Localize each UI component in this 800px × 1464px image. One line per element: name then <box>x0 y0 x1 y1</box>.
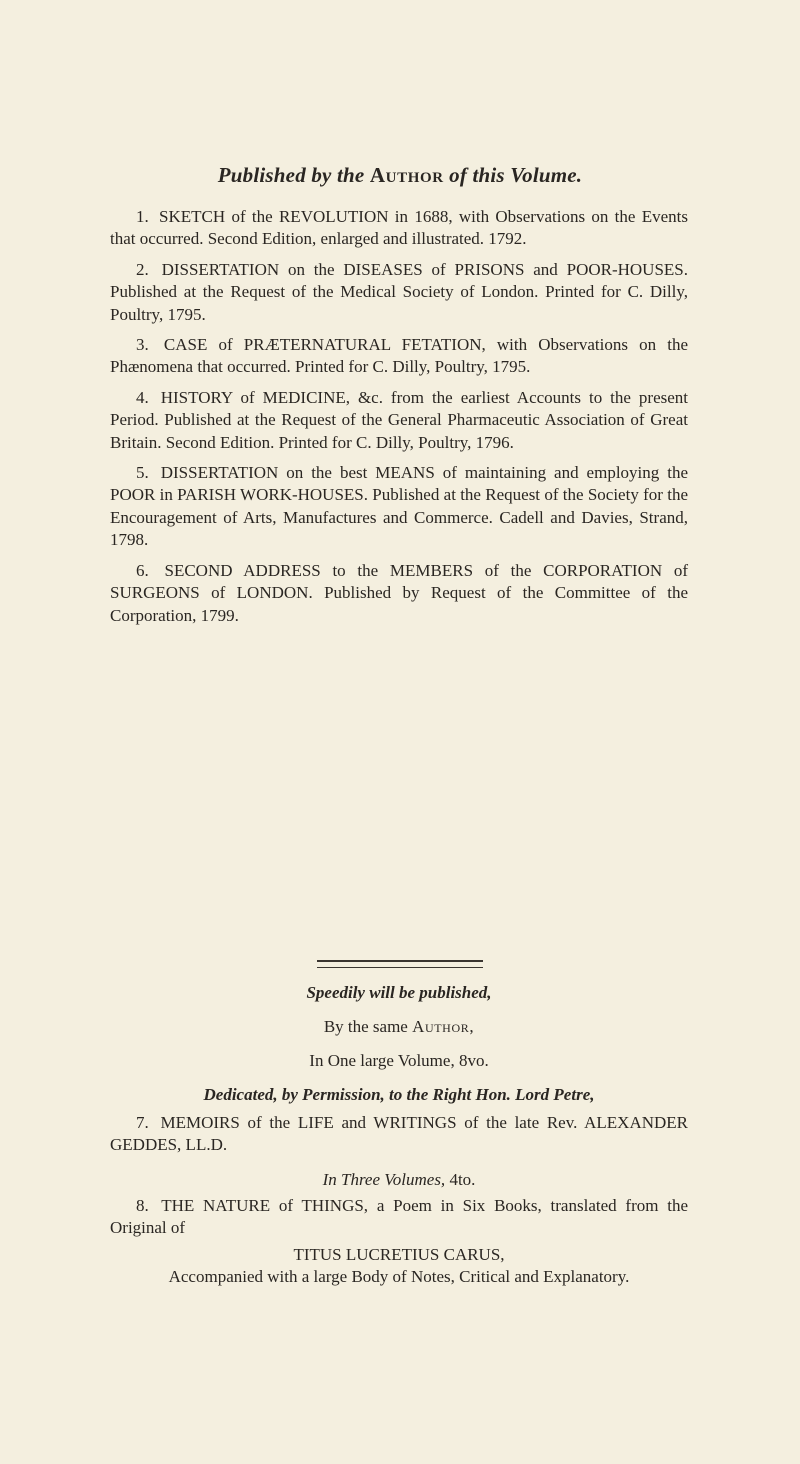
publication-entry <box>110 1195 688 1240</box>
entry-text: THE NATURE of THINGS, a Poem in Six Books, translated from the Original of <box>110 1195 688 1238</box>
entry-number: 8. <box>136 1195 149 1215</box>
volume-line: In One large Volume, 8vo. <box>309 1051 489 1070</box>
three-volumes-line <box>110 1169 688 1191</box>
entry-number: 5. <box>136 463 149 483</box>
page-header <box>0 163 800 188</box>
entry-text: SKETCH of the REVOLUTION in 1688, with Observations on the Events that occurred. Second Edition, enlarged and illustrated. 1792. <box>110 207 688 249</box>
entry-text: MEMOIRS of the LIFE and WRITINGS of the late Rev. ALEXANDER GEDDES, LL.D. <box>110 1113 689 1155</box>
accompanied-line: Accompanied with a large Body of Notes, Critical and Explanatory. <box>168 1266 630 1286</box>
header-prefix: Published by the <box>217 163 370 187</box>
publication-entry <box>110 387 688 454</box>
forthcoming-section <box>110 982 688 1288</box>
double-rule <box>317 960 483 968</box>
entry-number: 4. <box>136 387 149 407</box>
three-volumes: In Three Volumes, <box>322 1169 446 1189</box>
entry-number: 2. <box>136 259 149 279</box>
publication-entry <box>110 1112 688 1157</box>
by-author: Author, <box>412 1017 475 1036</box>
publication-entry <box>110 462 688 552</box>
entry-number: 6. <box>136 560 149 580</box>
entry-text: HISTORY of MEDICINE, &c. from the earliest Accounts to the present Period. Published at the Request of the General Pharmaceutic Association of Great Britain. Second Edition. Printed for C. Dilly, Poultry, 1796. <box>110 387 689 452</box>
publication-entry <box>110 334 688 379</box>
lucretius-line: TITUS LUCRETIUS CARUS, <box>293 1244 505 1264</box>
entry-text: SECOND ADDRESS to the MEMBERS of the CORPORATION of SURGEONS of LONDON. Published by Request of the Committee of the Corporation, 1799. <box>110 560 689 625</box>
publication-entry <box>110 560 688 627</box>
publications-list <box>110 206 688 635</box>
entry-text: DISSERTATION on the best MEANS of maintaining and employing the POOR in PARISH WORK-HOUSES. Published at the Request of the Society for the Encouragement of Arts, Manufactures and Commerce. Cadell and Davies, Strand, 1798. <box>110 463 689 550</box>
dedication-line: Dedicated, by Permission, to the Right Hon. Lord Petre, <box>203 1085 595 1104</box>
publication-entry <box>110 259 688 326</box>
header-suffix: of this Volume. <box>443 163 583 187</box>
by-author-line <box>110 1016 688 1038</box>
entry-text: CASE of PRÆTERNATURAL FETATION, with Observations on the Phænomena that occurred. Printed for C. Dilly, Poultry, 1795. <box>110 335 688 377</box>
entry-text: DISSERTATION on the DISEASES of PRISONS and POOR-HOUSES. Published at the Request of the Medical Society of London. Printed for C. Dilly, Poultry, 1795. <box>110 259 689 324</box>
by-prefix: By the same <box>323 1017 413 1036</box>
entry-number: 3. <box>136 335 149 355</box>
quarto: 4to. <box>445 1169 476 1189</box>
entry-number: 7. <box>136 1113 149 1132</box>
section-divider <box>0 955 800 973</box>
entry-number: 1. <box>136 207 149 226</box>
publication-entry <box>110 206 688 251</box>
speedily-heading: Speedily will be published, <box>306 983 492 1002</box>
header-author: Author <box>369 163 444 187</box>
